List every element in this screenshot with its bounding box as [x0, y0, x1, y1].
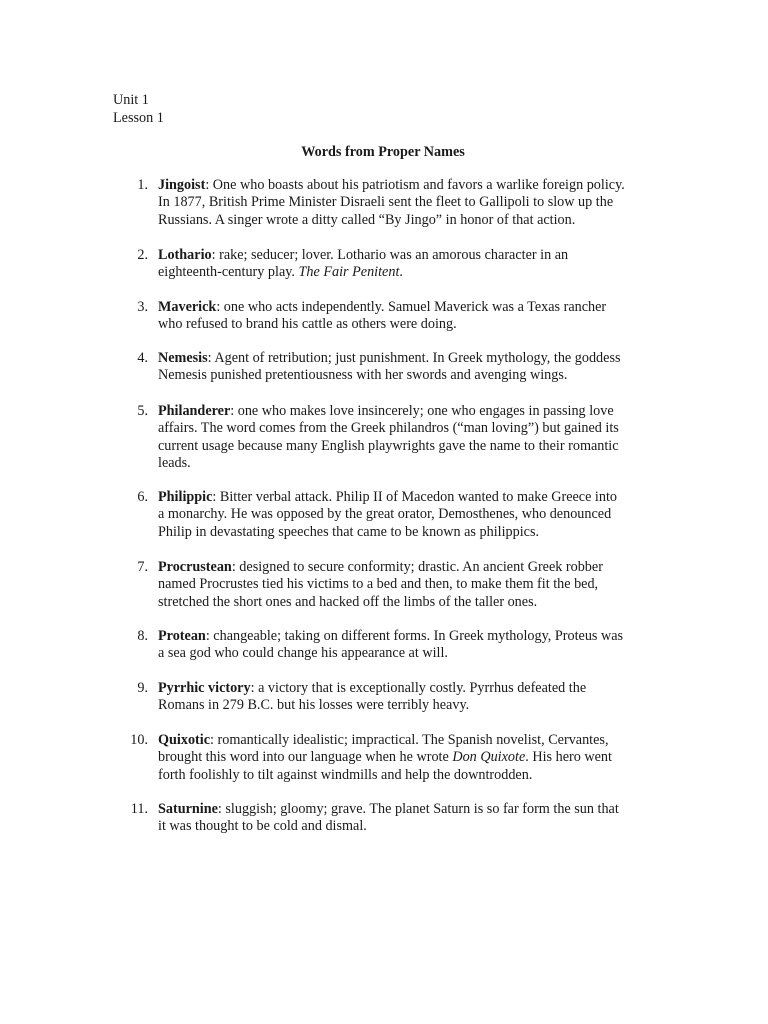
page-title-text: Words from Proper Names	[301, 144, 465, 160]
item-line: who refused to brand his cattle as others were doing.	[158, 316, 457, 333]
item-body	[158, 489, 658, 541]
item-number: 7.	[137, 559, 148, 575]
item-line	[158, 489, 658, 506]
item-term: Lothario	[158, 247, 212, 263]
item-text: : one who makes love insincerely; one who engages in passing love	[230, 403, 614, 419]
item-line	[158, 749, 658, 766]
item-text: : One who boasts about his patriotism and favors a warlike foreign policy.	[205, 177, 625, 193]
item-body	[158, 403, 658, 473]
item-line: leads.	[158, 455, 191, 472]
item-text: : romantically idealistic; impractical. The Spanish novelist, Cervantes,	[210, 732, 609, 748]
item-line: a sea god who could change his appearance at will.	[158, 645, 448, 662]
item-line	[158, 628, 658, 645]
item-body	[158, 350, 658, 385]
item-number: 9.	[137, 680, 148, 696]
item-line	[158, 680, 658, 697]
item-line: current usage because many English playwrights gave the name to their romantic	[158, 437, 619, 454]
item-line: Russians. A singer wrote a ditty called “By Jingo” in honor of that action.	[158, 211, 576, 228]
item-body	[158, 801, 658, 836]
item-line	[158, 559, 658, 576]
item-line: a monarchy. He was opposed by the great orator, Demosthenes, who denounced	[158, 506, 612, 523]
item-line	[158, 247, 658, 264]
item-line	[158, 801, 658, 818]
item-body	[158, 177, 658, 229]
item-line	[158, 403, 658, 420]
item-line	[158, 177, 658, 194]
item-term: Nemesis	[158, 350, 208, 366]
item-text: : designed to secure conformity; drastic. An ancient Greek robber	[231, 559, 603, 575]
item-term: Procrustean	[158, 559, 232, 575]
item-body	[158, 680, 658, 715]
item-text: eighteenth-century play.	[158, 264, 299, 281]
item-body	[158, 628, 658, 663]
item-line	[158, 299, 658, 316]
item-number: 8.	[137, 628, 148, 644]
item-number: 2.	[137, 247, 148, 263]
item-text: : changeable; taking on different forms. In Greek mythology, Proteus was	[205, 628, 624, 644]
item-number: 6.	[137, 489, 148, 505]
item-text: : sluggish; gloomy; grave. The planet Saturn is so far form the sun that	[217, 801, 619, 817]
item-term: Philippic	[158, 489, 213, 505]
item-line: Romans in 279 B.C. but his losses were terribly heavy.	[158, 697, 470, 714]
item-text: : Agent of retribution; just punishment. In Greek mythology, the goddess	[207, 350, 621, 366]
item-term: Maverick	[158, 299, 217, 315]
item-title-italic: The Fair Penitent	[298, 264, 400, 281]
item-number: 1.	[137, 177, 148, 193]
item-body	[158, 732, 658, 784]
item-line: Philip in devastating speeches that came to be known as philippics.	[158, 523, 540, 540]
item-line	[158, 264, 658, 281]
item-line: Nemesis punished pretentiousness with her swords and avenging wings.	[158, 367, 568, 384]
item-line: it was thought to be cold and dismal.	[158, 818, 367, 835]
item-number: 10.	[130, 732, 148, 748]
item-term: Jingoist	[158, 177, 206, 193]
item-text: : one who acts independently. Samuel Maverick was a Texas rancher	[216, 299, 607, 315]
item-body	[158, 559, 658, 611]
item-term: Philanderer	[158, 403, 231, 419]
item-title-italic: Don Quixote	[452, 749, 526, 766]
item-number: 4.	[137, 350, 148, 366]
item-line: affairs. The word comes from the Greek philandros (“man loving”) but gained its	[158, 420, 619, 437]
item-text: .	[399, 264, 403, 281]
item-term: Quixotic	[158, 732, 211, 748]
unit-label: Unit 1	[113, 92, 149, 108]
item-line: forth foolishly to tilt against windmills and help the downtrodden.	[158, 766, 533, 783]
item-number: 5.	[137, 403, 148, 419]
item-text: : Bitter verbal attack. Philip II of Macedon wanted to make Greece into	[212, 489, 617, 505]
item-number: 3.	[137, 299, 148, 315]
lesson-label: Lesson 1	[113, 110, 164, 126]
item-text: : a victory that is exceptionally costly. Pyrrhus defeated the	[250, 680, 587, 696]
item-line: stretched the short ones and hacked off the limbs of the taller ones.	[158, 593, 538, 610]
item-line: named Procrustes tied his victims to a bed and then, to make them fit the bed,	[158, 576, 599, 593]
item-body	[158, 247, 658, 282]
item-term: Pyrrhic victory	[158, 680, 251, 696]
item-line	[158, 732, 658, 749]
item-line	[158, 350, 658, 367]
page-title	[0, 143, 768, 161]
item-line: In 1877, British Prime Minister Disraeli sent the fleet to Gallipoli to slow up the	[158, 194, 614, 211]
item-term: Protean	[158, 628, 206, 644]
item-body	[158, 299, 658, 334]
item-term: Saturnine	[158, 801, 218, 817]
item-text: . His hero went	[525, 749, 612, 766]
item-number: 11.	[130, 801, 148, 817]
item-text: brought this word into our language when he wrote	[158, 749, 453, 766]
item-text: : rake; seducer; lover. Lothario was an amorous character in an	[211, 247, 569, 263]
